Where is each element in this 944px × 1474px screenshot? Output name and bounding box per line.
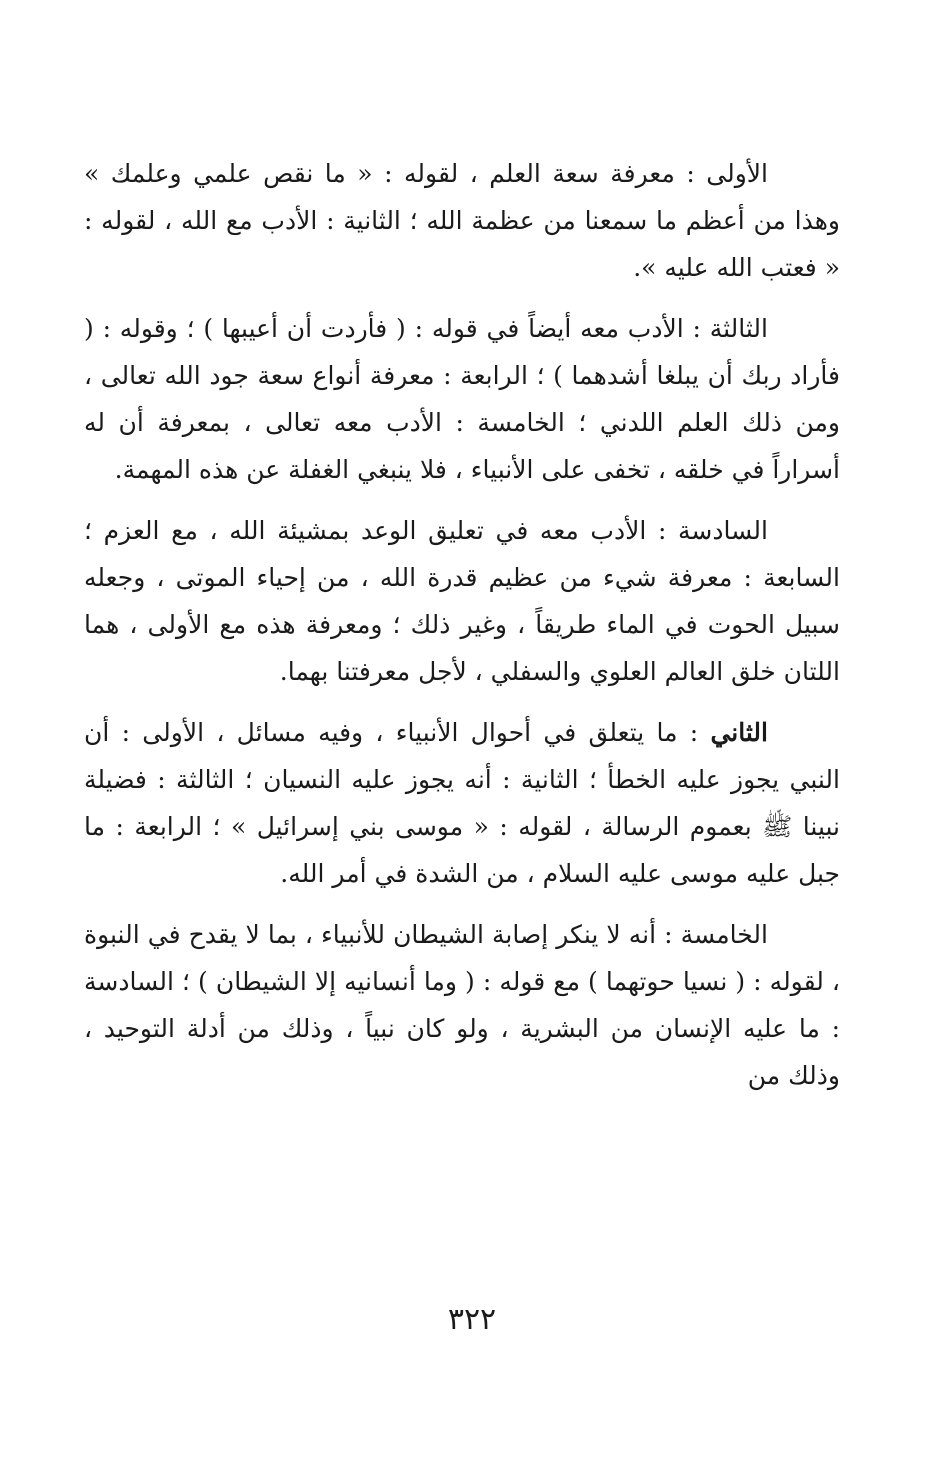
page-number: ٣٢٢	[447, 1302, 497, 1337]
paragraph-1-text: الأولى : معرفة سعة العلم ، لقوله : « ما نقص علمي وعلمك » وهذا من أعظم ما سمعنا من عظمة الله ؛ الثانية : الأدب مع الله ، لقوله : « فعتب الله عليه ».	[84, 159, 840, 282]
paragraph-4-lead: الثاني	[710, 718, 768, 747]
paragraph-2-text: الثالثة : الأدب معه أيضاً في قوله : ( فأردت أن أعيبها ) ؛ وقوله : ( فأراد ربك أن يبلغا أشدهما ) ؛ الرابعة : معرفة أنواع سعة جود الله تعالى ، ومن ذلك العلم اللدني ؛ الخامسة : الأدب معه تعالى ، بمعرفة أن له أسراراً في خلقه ، تخفى على الأنبياء ، فلا ينبغي الغفلة عن هذه المهمة.	[84, 314, 840, 484]
page-body	[84, 150, 840, 1300]
paragraph-4-text: : ما يتعلق في أحوال الأنبياء ، وفيه مسائل ، الأولى : أن النبي يجوز عليه الخطأ ؛ الثانية : أنه يجوز عليه النسيان ؛ الثالثة : فضيلة نبينا ﷺ بعموم الرسالة ، لقوله : « موسى بني إسرائيل » ؛ الرابعة : ما جبل عليه موسى عليه السلام ، من الشدة في أمر الله.	[84, 718, 840, 888]
paragraph-2	[84, 305, 840, 493]
paragraph-1	[84, 150, 840, 291]
paragraph-3	[84, 507, 840, 695]
paragraph-3-text: السادسة : الأدب معه في تعليق الوعد بمشيئة الله ، مع العزم ؛ السابعة : معرفة شيء من عظيم قدرة الله ، من إحياء الموتى ، وجعله سبيل الحوت في الماء طريقاً ، وغير ذلك ؛ ومعرفة هذه مع الأولى ، هما اللتان خلق العالم العلوي والسفلي ، لأجل معرفتنا بهما.	[84, 516, 840, 686]
paragraph-5-text: الخامسة : أنه لا ينكر إصابة الشيطان للأنبياء ، بما لا يقدح في النبوة ، لقوله : ( نسيا حوتهما ) مع قوله : ( وما أنسانيه إلا الشيطان ) ؛ السادسة : ما عليه الإنسان من البشرية ، ولو كان نبياً ، وذلك من أدلة التوحيد ، وذلك من	[84, 920, 840, 1090]
paragraph-4	[84, 709, 840, 897]
paragraph-5	[84, 911, 840, 1099]
